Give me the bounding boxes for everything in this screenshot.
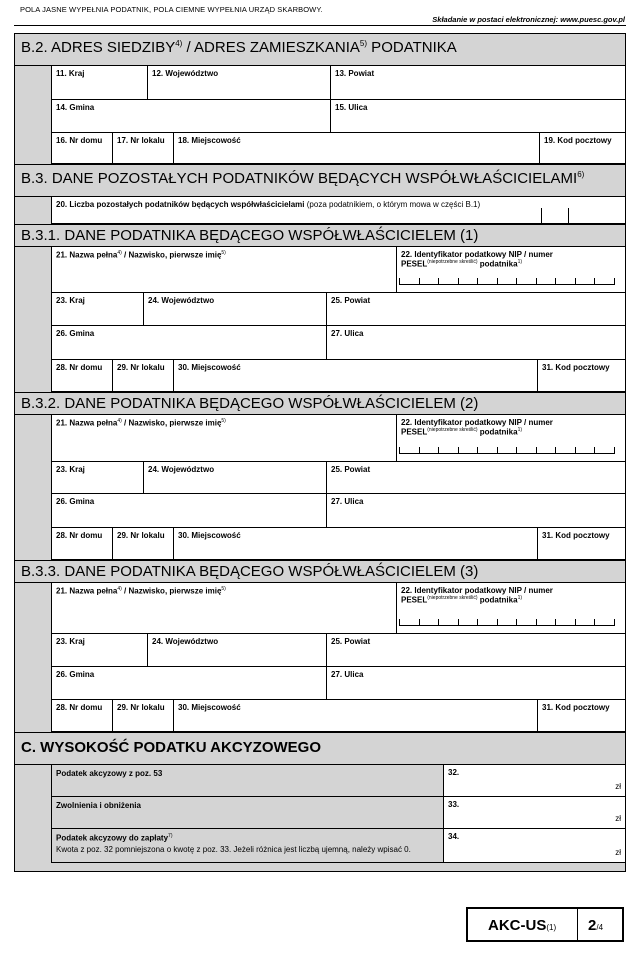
section-b31-title: B.3.1. DANE PODATNIKA BĘDĄCEGO WSPÓŁWŁAŚCICIELEM (1): [15, 225, 625, 247]
field-28-house-no[interactable]: 28. Nr domu: [52, 360, 113, 391]
field-14-municipality[interactable]: 14. Gmina: [52, 100, 331, 132]
section-b32-body: [15, 415, 625, 561]
tax-id-boxes[interactable]: [399, 278, 615, 285]
field-33-exemptions[interactable]: 33. zł: [448, 800, 621, 823]
form-footer: [466, 907, 624, 942]
field-23-country[interactable]: 23. Kraj: [52, 293, 144, 325]
field-25-county[interactable]: 25. Powiat: [331, 296, 371, 305]
field-29-flat-no[interactable]: 29. Nr lokalu: [113, 700, 174, 731]
section-b2-body: [15, 66, 625, 165]
field-27-street[interactable]: 27. Ulica: [331, 329, 364, 338]
section-b33-body: [15, 583, 625, 733]
field-16-house-no[interactable]: 16. Nr domu: [52, 133, 113, 163]
field-21-full-name[interactable]: 21. Nazwa pełna$^{4)}$ / Nazwisko, pierwsze imię$^{5)}$: [52, 583, 397, 633]
section-b2-title: B.2. ADRES SIEDZIBY$^{4)}$ / ADRES ZAMIESZKANIA$^{5)}$ PODATNIKA: [15, 34, 625, 66]
coowner-count-box[interactable]: [541, 208, 569, 224]
tax-due-label: Podatek akcyzowy do zapłaty$^{7)}$ Kwota z poz. 32 pomniejszona o kwotę z poz. 33. Jeżeli różnica jest liczbą ujemną, należy wpisać 0.: [52, 829, 444, 862]
field-25-county[interactable]: 25. Powiat: [331, 465, 371, 474]
field-31-postal-code[interactable]: 31. Kod pocztowy: [542, 363, 610, 372]
field-22-tax-id[interactable]: 22. Identyfikator podatkowy NIP / numer $PESEL^{(niepotrzebne skreślić)}$ podatnika$^{1)}$: [397, 247, 625, 292]
field-34-tax-due[interactable]: 34. zł: [448, 832, 621, 857]
form-code: AKC-US(1): [468, 909, 578, 940]
field-22-tax-id[interactable]: 22. Identyfikator podatkowy NIP / numer $PESEL^{(niepotrzebne skreślić)}$ podatnika$^{1)}$: [397, 415, 625, 461]
field-29-flat-no[interactable]: 29. Nr lokalu: [113, 528, 174, 559]
section-b32-title: B.3.2. DANE PODATNIKA BĘDĄCEGO WSPÓŁWŁAŚCICIELEM (2): [15, 393, 625, 415]
field-30-city[interactable]: 30. Miejscowość: [174, 700, 538, 731]
tax-id-boxes[interactable]: [399, 619, 615, 626]
field-26-municipality[interactable]: 26. Gmina: [52, 494, 327, 527]
section-b33-title: B.3.3. DANE PODATNIKA BĘDĄCEGO WSPÓŁWŁAŚCICIELEM (3): [15, 561, 625, 583]
field-11-country[interactable]: 11. Kraj: [52, 66, 148, 99]
field-31-postal-code[interactable]: 31. Kod pocztowy: [542, 531, 610, 540]
submission-url: Składanie w postaci elektronicznej: www.puesc.gov.pl: [432, 15, 625, 24]
field-28-house-no[interactable]: 28. Nr domu: [52, 528, 113, 559]
field-23-country[interactable]: 23. Kraj: [52, 462, 144, 493]
field-28-house-no[interactable]: 28. Nr domu: [52, 700, 113, 731]
exemptions-label: Zwolnienia i obniżenia: [52, 797, 444, 828]
tax-id-boxes[interactable]: [399, 447, 615, 454]
field-32-excise-tax[interactable]: 32. zł: [448, 768, 621, 791]
page-number: 2/4: [588, 917, 604, 934]
field-24-voivodeship[interactable]: 24. Województwo: [144, 293, 327, 325]
field-22-tax-id[interactable]: 22. Identyfikator podatkowy NIP / numer $PESEL^{(niepotrzebne skreślić)}$ podatnika$^{1)}$: [397, 583, 625, 633]
field-21-full-name[interactable]: 21. Nazwa pełna$^{4)}$ / Nazwisko, pierwsze imię$^{5)}$: [52, 247, 397, 292]
field-25-county[interactable]: 25. Powiat: [331, 637, 371, 646]
excise-tax-label: Podatek akcyzowy z poz. 53: [52, 765, 444, 796]
tax-form: [14, 33, 626, 872]
field-13-county[interactable]: 13. Powiat: [335, 69, 375, 78]
field-27-street[interactable]: 27. Ulica: [331, 497, 364, 506]
field-26-municipality[interactable]: 26. Gmina: [52, 667, 327, 699]
field-31-postal-code[interactable]: 31. Kod pocztowy: [542, 703, 610, 712]
field-27-street[interactable]: 27. Ulica: [331, 670, 364, 679]
section-b3-title: B.3. DANE POZOSTAŁYCH PODATNIKÓW BĘDĄCYCH WSPÓŁWŁAŚCICIELAMI$^{6)}$: [15, 165, 625, 197]
field-29-flat-no[interactable]: 29. Nr lokalu: [113, 360, 174, 391]
field-20-coowner-count[interactable]: 20. Liczba pozostałych podatników będących współwłaścicielami (poza podatnikiem, o którym mowa w części B.1): [52, 197, 625, 223]
field-17-flat-no[interactable]: 17. Nr lokalu: [113, 133, 174, 163]
section-c-title: C. WYSOKOŚĆ PODATKU AKCYZOWEGO: [15, 733, 625, 765]
form-instruction: POLA JASNE WYPEŁNIA PODATNIK, POLA CIEMNE WYPEŁNIA URZĄD SKARBOWY.: [20, 5, 323, 14]
field-21-full-name[interactable]: 21. Nazwa pełna$^{4)}$ / Nazwisko, pierwsze imię$^{5)}$: [52, 415, 397, 461]
field-15-street[interactable]: 15. Ulica: [335, 103, 368, 112]
field-26-municipality[interactable]: 26. Gmina: [52, 326, 327, 359]
field-30-city[interactable]: 30. Miejscowość: [174, 360, 538, 391]
section-b3-body: [15, 197, 625, 225]
section-c-body: [15, 765, 625, 872]
field-18-city[interactable]: 18. Miejscowość: [174, 133, 540, 163]
section-b31-body: [15, 247, 625, 393]
field-12-voivodeship[interactable]: 12. Województwo: [148, 66, 331, 99]
field-23-country[interactable]: 23. Kraj: [52, 634, 148, 666]
field-30-city[interactable]: 30. Miejscowość: [174, 528, 538, 559]
field-24-voivodeship[interactable]: 24. Województwo: [148, 634, 327, 666]
top-divider: [14, 25, 626, 26]
field-19-postal-code[interactable]: 19. Kod pocztowy: [544, 136, 612, 145]
field-24-voivodeship[interactable]: 24. Województwo: [144, 462, 327, 493]
